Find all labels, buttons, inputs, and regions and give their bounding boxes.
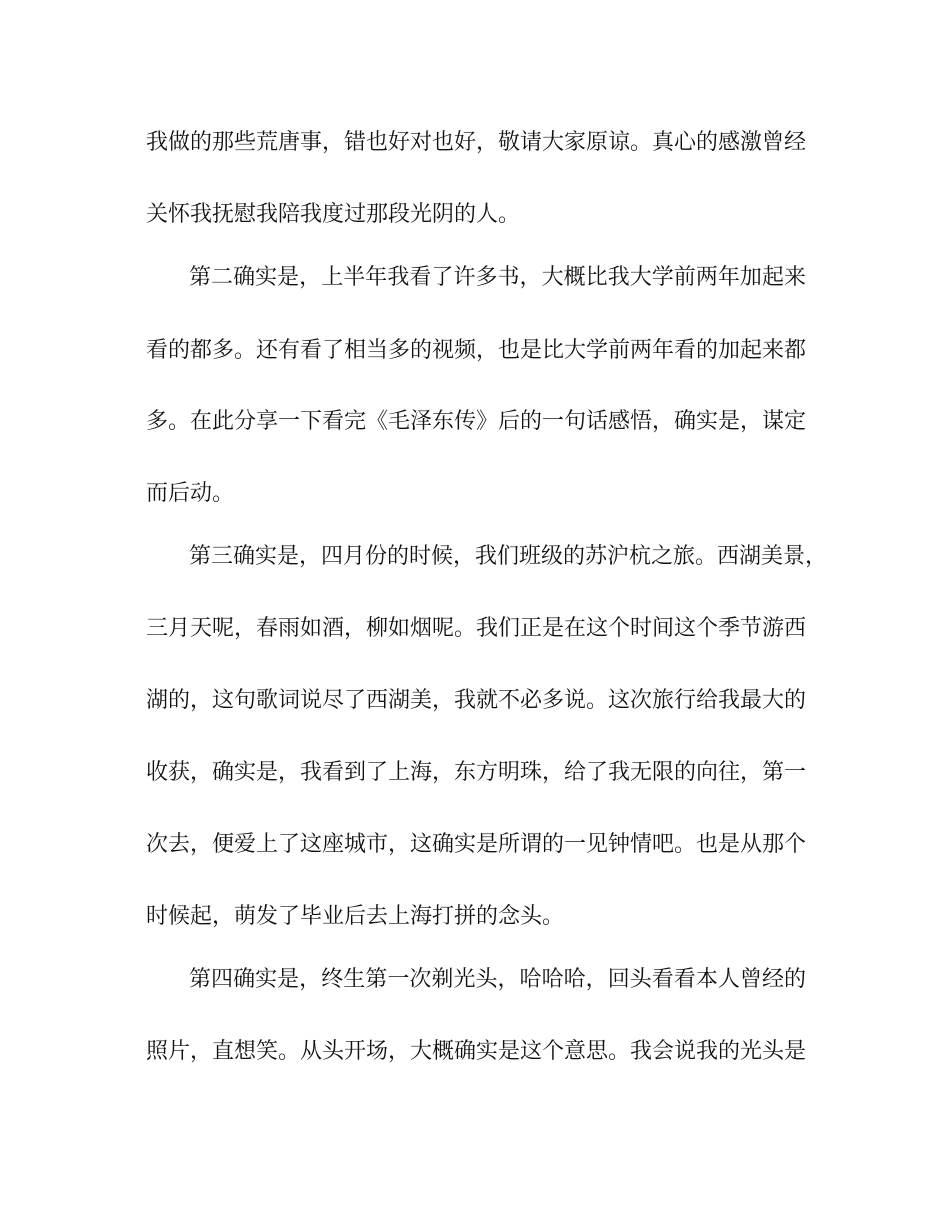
text-line: 多。在此分享一下看完《毛泽东传》后的一句话感悟，确实是，谋定 — [146, 409, 807, 434]
text-line: 看的都多。还有看了相当多的视频，也是比大学前两年看的加起来都 — [146, 338, 807, 363]
text-line: 而后动。 — [146, 481, 235, 506]
text-line: 关怀我抚慰我陪我度过那段光阴的人。 — [146, 202, 521, 227]
text-line: 湖的，这句歌词说尽了西湖美，我就不必多说。这次旅行给我最大的 — [146, 688, 807, 713]
paragraph-first-line: 第二确实是，上半年我看了许多书，大概比我大学前两年加起来 — [189, 265, 806, 290]
text-line: 我做的那些荒唐事，错也好对也好，敬请大家原谅。真心的感激曾经 — [146, 130, 807, 155]
text-line: 次去，便爱上了这座城市，这确实是所谓的一见钟情吧。也是从那个 — [146, 832, 807, 857]
text-line: 三月天呢，春雨如酒，柳如烟呢。我们正是在这个时间这个季节游西 — [146, 616, 807, 641]
text-line: 照片，直想笑。从头开场，大概确实是这个意思。我会说我的光头是 — [146, 1039, 807, 1064]
text-line: 时候起，萌发了毕业后去上海打拼的念头。 — [146, 904, 565, 929]
text-line: 收获，确实是，我看到了上海，东方明珠，给了我无限的向往，第一 — [146, 760, 807, 785]
paragraph-first-line: 第四确实是，终生第一次剃光头，哈哈哈，回头看看本人曾经的 — [189, 967, 806, 992]
paragraph-first-line: 第三确实是，四月份的时候，我们班级的苏沪杭之旅。西湖美景， — [189, 544, 828, 569]
